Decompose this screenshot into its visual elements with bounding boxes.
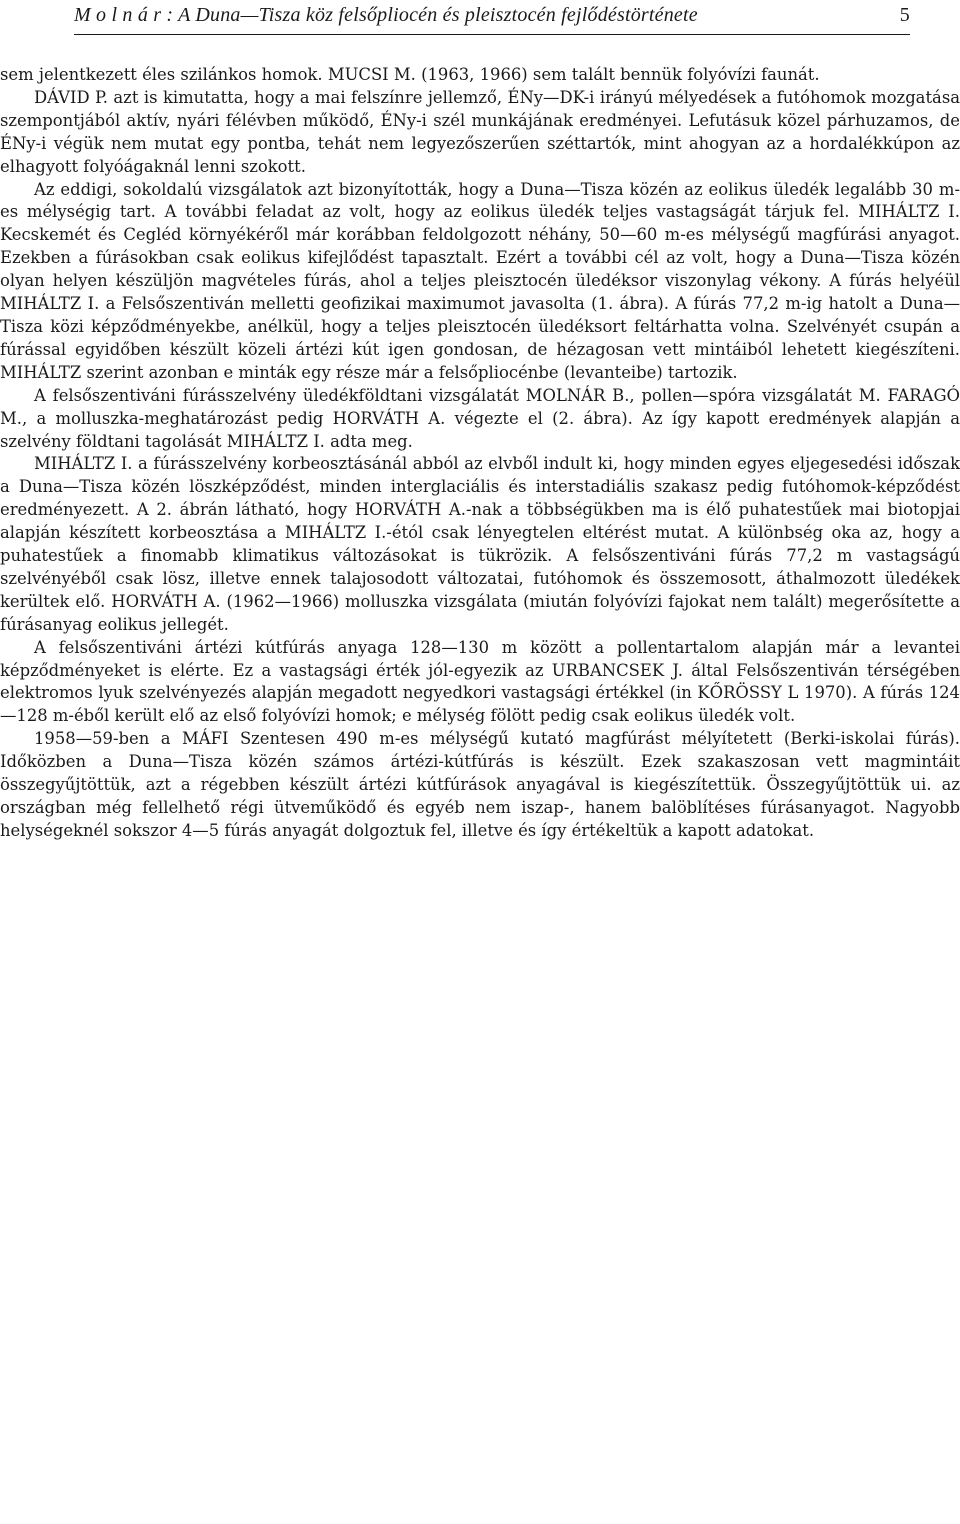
running-title: M o l n á r : A Duna—Tisza köz felsőpliocén és pleisztocén fejlődéstörténete bbox=[74, 4, 698, 26]
header-rule bbox=[74, 34, 910, 35]
paragraph: A felsőszentiváni ártézi kútfúrás anyaga 128—130 m között a pollentartalom alapján már a levantei képződményeket is elérte. Ez a vastagsági érték jól-egyezik az URBANCSEK J. által Felsőszentiván térségében elektromos lyuk szelvényezés alapján megadott negyedkori vastagsági értékkel (in KŐRÖSSY L 1970). A fúrás 124—128 m-éből került elő az első folyóvízi homok; e mélység fölött pedig csak eolikus üledék volt. bbox=[0, 637, 960, 726]
paragraph: Az eddigi, sokoldalú vizsgálatok azt bizonyították, hogy a Duna—Tisza közén az eolikus üledék legalább 30 m-es mélységig tart. A további feladat az volt, hogy az eolikus üledék teljes vastagságát tárjuk fel. MIHÁLTZ I. Kecskemét és Cegléd környékéről már korábban feldolgozott néhány, 50—60 m-es mélységű magfúrási anyagot. Ezekben a fúrásokban csak eolikus kifejlődést tapasztalt. Ezért a további cél az volt, hogy a Duna—Tisza közén olyan helyen készüljön magvételes fúrás, ahol a teljes pleisztocén üledéksor viszonylag vékony. A fúrás helyéül MIHÁLTZ I. a Felsőszentiván melletti geofizikai maximumot javasolta (1. ábra). A fúrás 77,2 m-ig hatolt a Duna—Tisza közi képződményekbe, anélkül, hogy a teljes pleisztocén üledéksort feltárhatta volna. Szelvényét csupán a fúrással egyidőben készült közeli ártézi kút igen gondosan, de hézagosan vett mintáiból lehetett kiegészíteni. MIHÁLTZ szerint azonban e minták egy része már a felsőpliocénbe (levanteibe) tartozik. bbox=[0, 179, 960, 382]
paragraph: MIHÁLTZ I. a fúrásszelvény korbeosztásánál abból az elvből indult ki, hogy minden egyes eljegesedési időszak a Duna—Tisza közén löszképződést, minden interglaciális és interstadiális szakasz pedig futóhomok-képződést eredményezett. A 2. ábrán látható, hogy HORVÁTH A.-nak a többségükben ma is élő puhatestűek mai biotopjai alapján készített korbeosztása a MIHÁLTZ I.-étól csak lényegtelen eltérést mutat. A különbség oka az, hogy a puhatestűek a finomabb klimatikus változásokat is tükrözik. A felsőszentiváni fúrás 77,2 m vastagságú szelvényéből csak lösz, illetve ennek talajosodott változatai, futóhomok és összemosott, áthalmozott üledékek kerültek elő. HORVÁTH A. (1962—1966) molluszka vizsgálata (miután folyóvízi fajokat nem talált) megerősítette a fúrásanyag eolikus jellegét. bbox=[0, 454, 960, 634]
paragraph: sem jelentkezett éles szilánkos homok. MUCSI M. (1963, 1966) sem talált bennük folyóvízi faunát. bbox=[0, 65, 820, 84]
paragraph: A felsőszentiváni fúrásszelvény üledékföldtani vizsgálatát MOLNÁR B., pollen—spóra vizsgálatát M. FARAGÓ M., a molluszka-meghatározást pedig HORVÁTH A. végezte el (2. ábra). Az így kapott eredmények alapján a szelvény földtani tagolását MIHÁLTZ I. adta meg. bbox=[0, 385, 960, 451]
paragraph: 1958—59-ben a MÁFI Szentesen 490 m-es mélységű kutató magfúrást mélyítetett (Berki-iskolai fúrás). Időközben a Duna—Tisza közén számos ártézi-kútfúrás is készült. Ezek szakaszosan vett magmintáit összegyűjtöttük, azt a régebben készült ártézi kútfúrások anyagával is kiegészítettük. Összegyűjtöttük ui. az országban még fellelhető régi ütveműködő és egyéb nem iszap-, hanem balöblítéses fúrásanyagot. Nagyobb helységeknél sokszor 4—5 fúrás anyagát dolgoztuk fel, illetve és így értékeltük a kapott adatokat. bbox=[0, 729, 960, 840]
running-header bbox=[30, 0, 910, 40]
paragraph: DÁVID P. azt is kimutatta, hogy a mai felszínre jellemző, ÉNy—DK-i irányú mélyedések a futóhomok mozgatása szempontjából aktív, nyári félévben működő, ÉNy-i szél munkájának eredményei. Lefutásuk közel párhuzamos, de ÉNy-i végük nem mutat egy pontba, tehát nem legyezőszerűen széttartók, mint ahogyan az a hordalékkúpon az elhagyott folyóágaknál lenni szokott. bbox=[0, 87, 960, 176]
body-text bbox=[0, 64, 960, 843]
page-number: 5 bbox=[899, 4, 910, 26]
